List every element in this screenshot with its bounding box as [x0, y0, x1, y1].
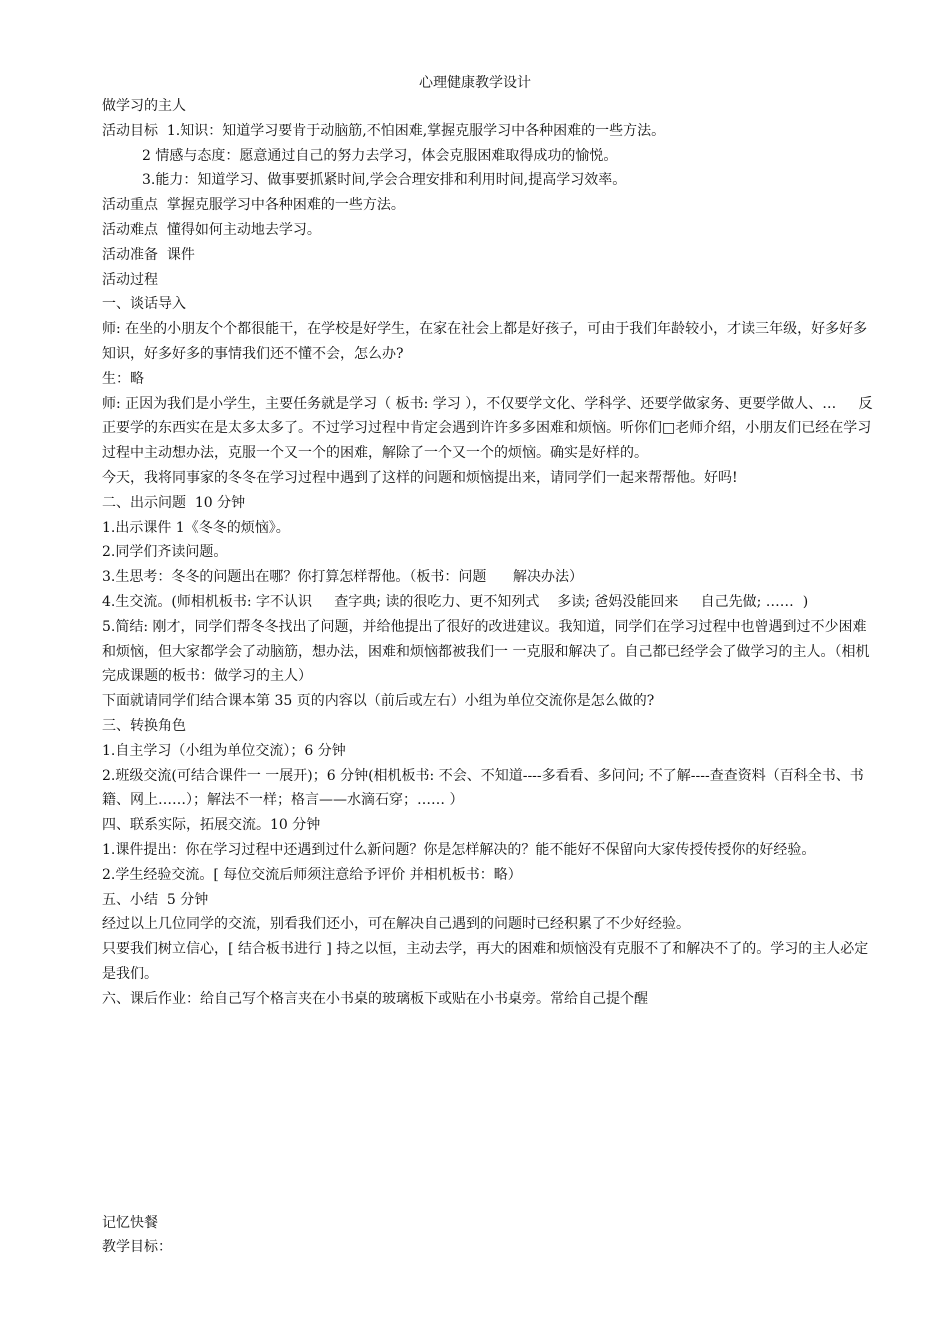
next-lesson-title: 记忆快餐	[102, 1215, 158, 1231]
section-2-heading: 二、出示问题 10 分钟	[102, 494, 246, 511]
lesson-title: 做学习的主人	[102, 98, 186, 114]
summary-paragraph-2: 只要我们树立信心，[ 结合板书进行 ] 持之以恒，主动去学，再大的困难和烦恼没有克服不了和解决不了的。学习的主人必定是我们。	[102, 941, 869, 982]
activity-difficulty: 活动难点 懂得如何主动地去学习。	[102, 221, 321, 238]
activity-focus: 活动重点 掌握克服学习中各种困难的一些方法。	[102, 197, 405, 214]
section-1-heading: 一、谈话导入	[102, 296, 186, 313]
step-2-1: 1.出示课件 1《冬冬的烦恼》。	[102, 519, 290, 536]
step-2-5: 5.简结: 刚才，同学们帮冬冬找出了问题，并给他提出了很好的改进建议。我知道，同学们在学习过程中也曾遇到过不少困难和烦恼，但大家都学会了动脑筋，想办法，困难和烦恼都被我们一 一克服和解决了。自己都已经学会了做学习的主人。（相机完成课题的板书：做学习的主人）	[102, 618, 870, 685]
step-3-2: 2.班级交流(可结合课件一 一展开)；6 分钟(相机板书: 不会、不知道----多看看、多问问; 不了解----查查资料（百科全书、书籍、网上……）；解法不一样；格言——水滴石穿；…… ）	[102, 767, 864, 809]
student-response: 生：略	[102, 370, 144, 387]
step-2-4: 4.生交流。(师相机板书: 字不认识 查字典; 读的很吃力、更不知列式 多读; 爸妈没能回来 自己先做; …… )	[102, 593, 809, 610]
objective-ability: 3.能力：知道学习、做事要抓紧时间,学会合理安排和利用时间,提高学习效率。	[142, 172, 627, 189]
objective-emotion: 2 情感与态度：愿意通过自己的努力去学习，体会克服困难取得成功的愉悦。	[142, 147, 618, 164]
today-paragraph: 今天，我将同事家的冬冬在学习过程中遇到了这样的问题和烦恼提出来，请同学们一起来帮帮他。好吗!	[102, 469, 738, 486]
section-5-heading: 五、小结 5 分钟	[102, 891, 209, 908]
activity-preparation: 活动准备 课件	[102, 246, 195, 263]
step-2-3: 3.生思考：冬冬的问题出在哪？你打算怎样帮他。（板书：问题 解决办法）	[102, 569, 584, 586]
next-lesson-objectives: 教学目标：	[102, 1239, 172, 1255]
group-exchange-paragraph: 下面就请同学们结合课本第 35 页的内容以（前后或左右）小组为单位交流你是怎么做的?	[102, 693, 655, 710]
step-3-1: 1.自主学习（小组为单位交流）；6 分钟	[102, 742, 346, 759]
teacher-intro-paragraph: 师: 在坐的小朋友个个都很能干，在学校是好学生，在家在社会上都是好孩子，可由于我们年龄较小，才读三年级，好多好多知识，好多好多的事情我们还不懂不会，怎么办?	[102, 321, 868, 362]
next-lesson-block	[102, 1211, 878, 1259]
section-6-homework: 六、课后作业：给自己写个格言夹在小书桌的玻璃板下或贴在小书桌旁。常给自己提个醒	[102, 990, 648, 1007]
teacher-learning-paragraph: 师: 正因为我们是小学生，主要任务就是学习（ 板书: 学习 ），不仅要学文化、学科学、还要学做家务、更要学做人、… 反正要学的东西实在是太多太多了。不过学习过程中肯定会遇到许许多多困难和烦恼。听你们□老师介绍，小朋友们已经在学习过程中主动想办法，克服一个又一个的困难，解除了一个又一个的烦恼。确实是好样的。	[102, 395, 873, 462]
section-4-heading: 四、联系实际，拓展交流。10 分钟	[102, 817, 321, 834]
step-4-2: 2.学生经验交流。[ 每位交流后师须注意给予评价 并相机板书：略）	[102, 866, 522, 883]
summary-paragraph-1: 经过以上几位同学的交流，别看我们还小，可在解决自己遇到的问题时已经积累了不少好经验。	[102, 916, 690, 933]
section-3-heading: 三、转换角色	[102, 717, 186, 734]
activity-process-heading: 活动过程	[102, 271, 158, 288]
document-title: 心理健康教学设计	[419, 75, 531, 91]
objective-knowledge: 活动目标 1.知识：知道学习要肯于动脑筋,不怕困难,掌握克服学习中各种困难的一些方法。	[102, 122, 666, 139]
document-body	[102, 94, 878, 1011]
step-4-1: 1.课件提出：你在学习过程中还遇到过什么新问题？你是怎样解决的？能不能好不保留向大家传授传授你的好经验。	[102, 841, 816, 858]
step-2-2: 2.同学们齐读问题。	[102, 544, 228, 561]
